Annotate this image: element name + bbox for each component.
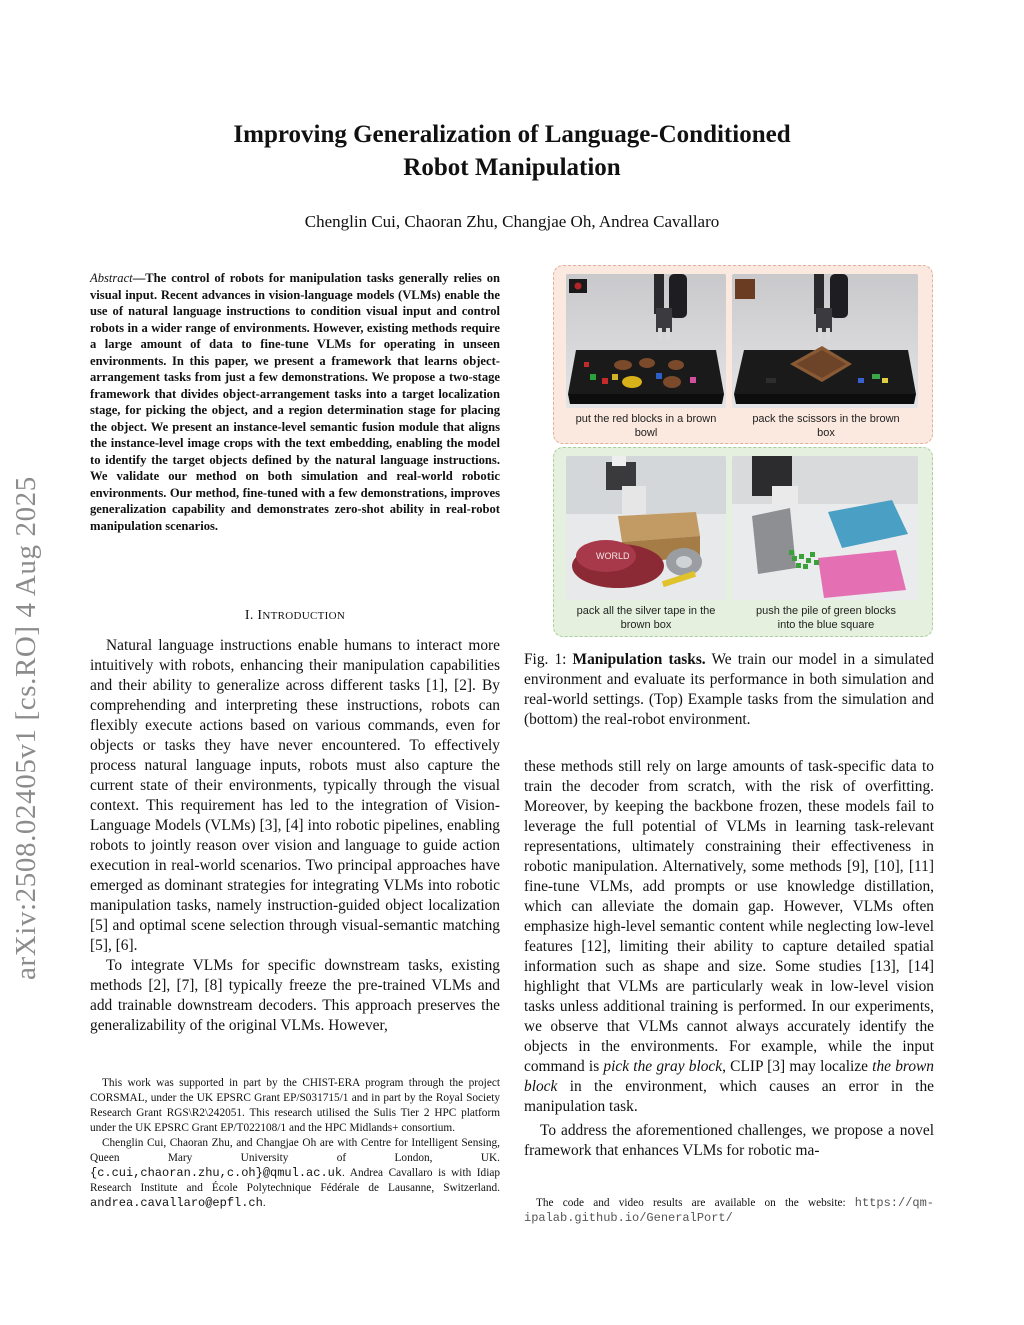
affiliation-footnote	[90, 1136, 500, 1211]
abstract-text: —The control of robots for manipulation tasks generally relies on visual input. Recent advances in vision-language models (VLMs) enable the use of natural language instructions to condition visual input and control robots in a wider range of environments. However, existing methods require a large amount of data to fine-tune VLMs for operating in unseen environments. In this paper, we present a framework that learns object-arrangement tasks from just a few demonstrations. We propose a two-stage framework that divides object-arrangement tasks into a target localization stage, for picking the object, and a region determination stage for placing the object. We present an instance-level semantic fusion module that aligns the instance-level image crops with the text embedding, enabling the model to identify the target objects defined by the natural language instructions. We validate our method on both simulation and real-world robotic environments. Our method, fine-tuned with a few demonstrations, improves generalization capability and demonstrates zero-shot ability in real-robot manipulation scenarios.	[90, 271, 500, 533]
title-line-2: Robot Manipulation	[403, 154, 621, 181]
section-number: I.	[244, 608, 258, 623]
author-list: Chenglin Cui, Chaoran Zhu, Changjae Oh, Andrea Cavallaro	[304, 212, 720, 231]
section-heading-introduction	[90, 608, 500, 624]
sim-scene-right-illustration	[732, 274, 918, 408]
project-website-link[interactable]: https://qm-ipalab.github.io/GeneralPort/	[524, 1196, 934, 1225]
introduction-left-column	[90, 636, 500, 1036]
figure-real-robot-panel	[553, 447, 933, 637]
affiliation-text-2: . Andrea Cavallaro is with Idiap Research Institute and École Polytechnique Fédérale de Lausanne, Switzerland.	[90, 1167, 500, 1194]
right-paragraph-1-text-c: in the environment, which causes an error in the manipulation task.	[524, 1078, 934, 1115]
abstract-label: Abstract	[90, 271, 133, 285]
figure-simulation-panel	[553, 265, 933, 444]
right-paragraph-1-italic-1: pick the gray block	[603, 1058, 723, 1075]
code-availability-footnote	[524, 1196, 934, 1226]
right-column-text	[524, 757, 934, 1161]
right-paragraph-1	[524, 757, 934, 1117]
caption-sim-left: put the red blocks in a brown bowl	[575, 413, 717, 439]
code-footnote-text: The code and video results are available on the website:	[536, 1197, 855, 1209]
intro-paragraph-1: Natural language instructions enable humans to interact more intuitively with robots, enhancing their manipulation capabilities and their ability to generalize across different tasks [1], [2]. By comprehending and interpreting these instructions, robots can flexibly execute actions based on various commands, even for objects or tasks they have never encountered. To effectively process natural language inputs, robots must also capture the current state of their environments, typically through the visual context. This requirement has led to the integration of Vision-Language Models (VLMs) [3], [4] into robotic pipelines, enabling robots to jointly reason over vision and language to guide action execution in real-world scenarios. Two principal approaches have emerged as dominant strategies for integrating VLMs into robotic manipulation tasks, namely instruction-guided object localization [5] and optimal scene selection through visual-semantic matching [5], [6].	[90, 637, 500, 954]
real-scene-left-illustration	[566, 456, 726, 600]
right-paragraph-1-text-b: , CLIP [3] may localize	[722, 1058, 873, 1075]
arxiv-identifier-stamp: arXiv:2508.02405v1 [cs.RO] 4 Aug 2025	[10, 476, 42, 980]
caption-sim-right: pack the scissors in the brown box	[752, 413, 900, 439]
title-line-1: Improving Generalization of Language-Conditioned	[233, 121, 791, 148]
caption-real-left: pack all the silver tape in the brown box	[576, 605, 716, 631]
sim-scene-left-illustration	[566, 274, 726, 408]
sim-image-scissors-box	[732, 274, 918, 408]
figure-caption-title: Manipulation tasks.	[572, 651, 706, 668]
right-paragraph-2: To address the aforementioned challenges, we propose a novel framework that enhances VLMs for robotic ma-	[524, 1122, 934, 1159]
caption-real-right: push the pile of green blocks into the blue square	[755, 605, 897, 631]
abstract	[90, 270, 500, 534]
figure-caption	[524, 650, 934, 730]
intro-paragraph-2: To integrate VLMs for specific downstream tasks, existing methods [2], [7], [8] typically freeze the pre-trained VLMs and add trainable downstream decoders. This approach preserves the generalizability of the original VLMs. However,	[90, 957, 500, 1034]
right-paragraph-1-italic-2: the brown block	[524, 1058, 934, 1095]
section-title-initial: I	[257, 608, 263, 623]
real-scene-right-illustration	[732, 456, 918, 600]
email-epfl: andrea.cavallaro@epfl.ch	[90, 1196, 263, 1210]
section-title-rest: NTRODUCTION	[262, 610, 346, 622]
cap-lettering: WORLD	[596, 551, 630, 561]
sim-image-red-blocks-bowl	[566, 274, 726, 408]
affiliation-end: .	[262, 1197, 266, 1209]
figure-caption-text: We train our model in a simulated environment and evaluate its performance in both simulation and real-world settings. (Top) Example tasks from the simulation and (bottom) the real-robot environment.	[524, 651, 934, 728]
email-qmul: {c.cui,chaoran.zhu,c.oh}@qmul.ac.uk	[90, 1166, 343, 1180]
real-image-green-blocks	[732, 456, 918, 600]
real-image-silver-tape	[566, 456, 726, 600]
funding-footnote: This work was supported in part by the CHIST-ERA program through the project CORSMAL, under the UK EPSRC Grant EP/S031715/1 and in part by the Royal Society Research Grant RGS\R2\242051. This research utilised the Sulis Tier 2 HPC platform under the UK EPSRC Grant EP/T022108/1 and the HPC Midlands+ consortium.	[90, 1077, 500, 1134]
right-paragraph-1-text-a: these methods still rely on large amounts of task-specific data to train the decoder from scratch, with the risk of overfitting. Moreover, by keeping the backbone frozen, these models fail to leverage the full potential of VLMs in learning task-relevant representations, ultimately constraining their effectiveness in robotic manipulation. Alternatively, some methods [9], [10], [11] fine-tune VLMs, add prompts or use knowledge distillation, which can alleviate the domain gap. However, VLMs often emphasize high-level semantic content while neglecting low-level features [12], limiting their ability to capture detailed spatial information such as shape and size. Some studies [13], [14] highlight that VLMs are particularly weak in low-level vision tasks unless additional training is performed. In our experiments, we observe that VLMs cannot always accurately identify the objects in the environments. For example, while the input command is	[524, 758, 934, 1075]
right-footnote	[524, 1196, 934, 1226]
affiliation-text: Chenglin Cui, Chaoran Zhu, and Changjae Oh are with Centre for Intelligent Sensing, Queen Mary University of London, UK.	[90, 1137, 500, 1164]
paper-title	[150, 118, 874, 184]
left-footnotes	[90, 1076, 500, 1211]
figure-caption-label: Fig. 1:	[524, 651, 573, 668]
